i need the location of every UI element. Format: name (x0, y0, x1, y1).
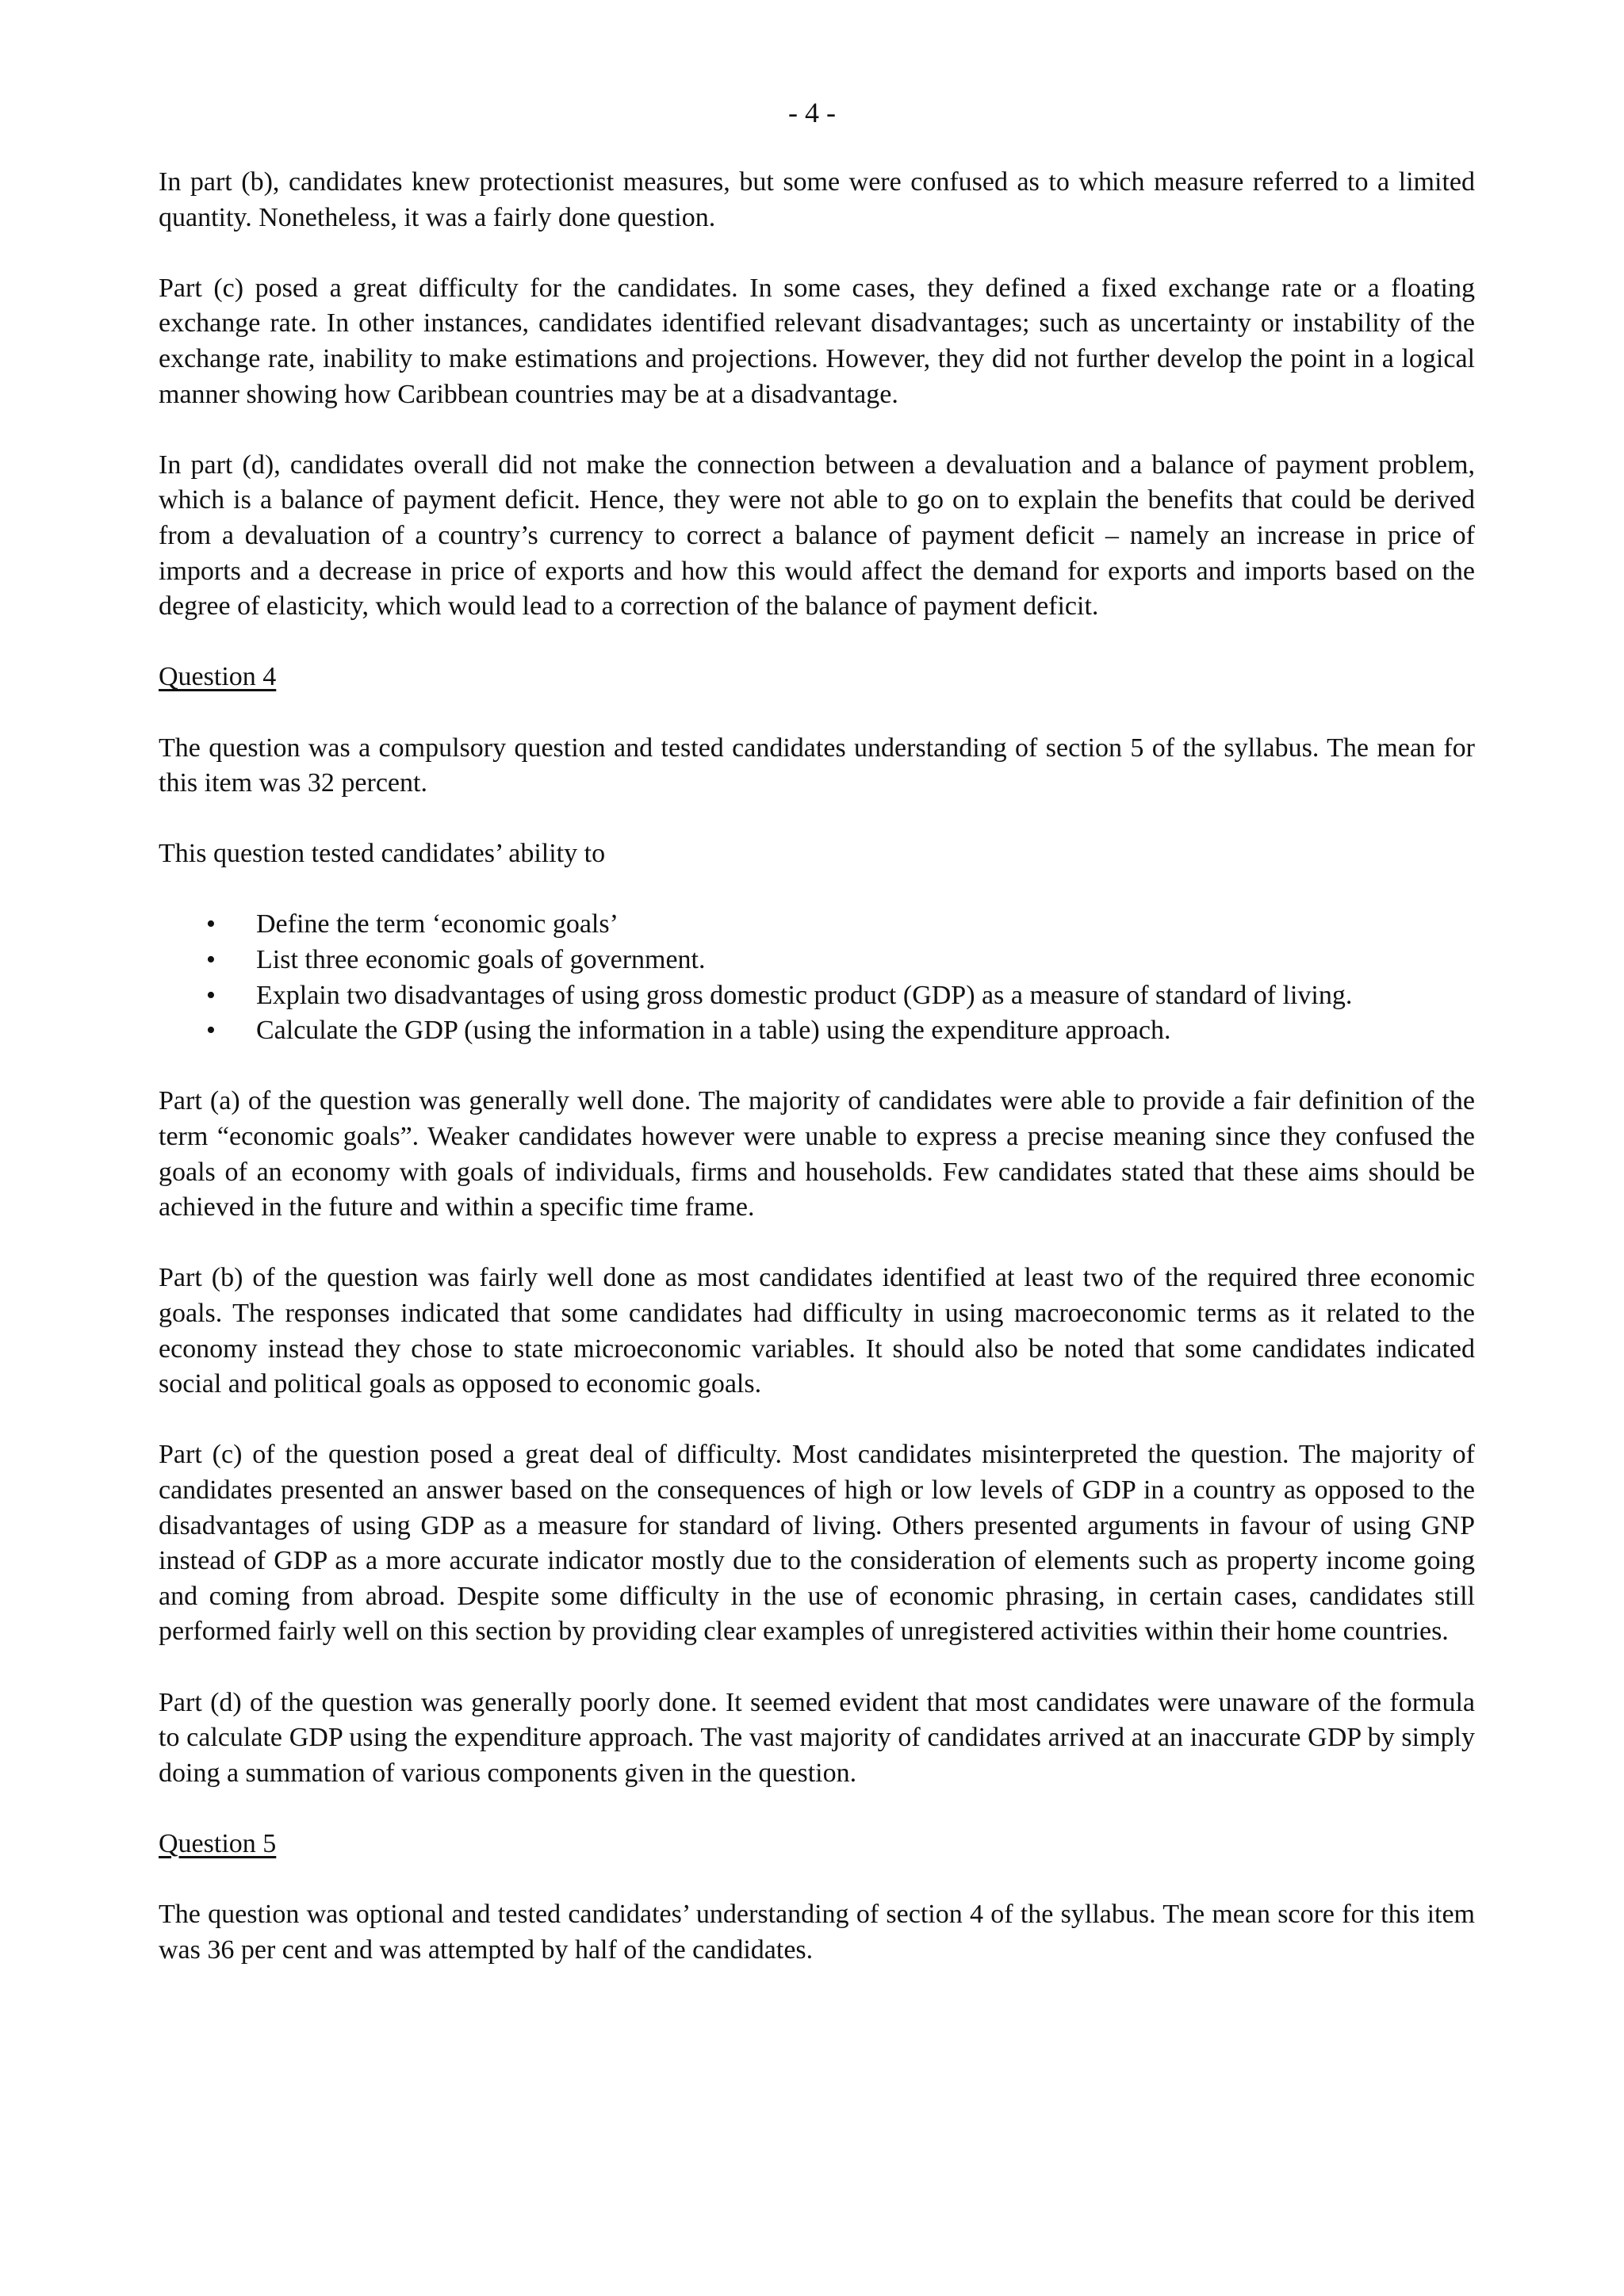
question-4-ability-intro: This question tested candidates’ ability to (159, 839, 606, 869)
objective-item: • Define the term ‘economic goals’ (159, 907, 1475, 943)
question-5-intro: The question was optional and tested candidates’ understanding of section 4 of the syllabus. The mean score for this item was 36 per cent and was attempted by half of the candidates. (159, 1900, 1475, 1965)
report-body (159, 165, 1475, 2003)
question-4-part-a: Part (a) of the question was generally well done. The majority of candidates were able to provide a fair definition of the term “economic goals”. Weaker candidates however were unable to express a precise meaning since they confused the goals of an economy with goals of individuals, firms and households. Few candidates stated that these aims should be achieved in the future and within a specific time frame. (159, 1086, 1475, 1223)
paragraph-part-d: In part (d), candidates overall did not make the connection between a devaluation and a balance of payment problem, which is a balance of payment deficit. Hence, they were not able to go on to explain the benefits that could be derived from a devaluation of a country’s currency to correct a balance of payment deficit – namely an increase in price of imports and a decrease in price of exports and how this would affect the demand for exports and imports based on the degree of elasticity, which would lead to a correction of the balance of payment deficit. (159, 450, 1475, 622)
objective-item: • List three economic goals of government. (159, 943, 1475, 978)
question-4-part-d: Part (d) of the question was generally poorly done. It seemed evident that most candidates were unaware of the formula to calculate GDP using the expenditure approach. The vast majority of candidates arrived at an inaccurate GDP by simply doing a summation of various components given in the question. (159, 1687, 1475, 1788)
paragraph-part-b: In part (b), candidates knew protectionist measures, but some were confused as to which measure referred to a limited quantity. Nonetheless, it was a fairly done question. (159, 167, 1475, 232)
objective-item: • Explain two disadvantages of using gross domestic product (GDP) as a measure of standard of living. (159, 978, 1475, 1014)
paragraph-part-c: Part (c) posed a great difficulty for the candidates. In some cases, they defined a fixed exchange rate or a floating exchange rate. In other instances, candidates identified relevant disadvantages; such as uncertainty or instability of the exchange rate, inability to make estimations and projections. However, they did not further develop the point in a logical manner showing how Caribbean countries may be at a disadvantage. (159, 273, 1475, 409)
objective-item: • Calculate the GDP (using the information in a table) using the expenditure approach. (159, 1013, 1475, 1049)
page-number: - 4 - (788, 97, 836, 128)
question-4-part-c: Part (c) of the question posed a great deal of difficulty. Most candidates misinterpreted the question. The majority of candidates presented an answer based on the consequences of high or low levels of GDP in a country as opposed to the disadvantages of using GDP as a measure for standard of living. Others presented arguments in favour of using GNP instead of GDP as a more accurate indicator mostly due to the consideration of elements such as property income going and coming from abroad. Despite some difficulty in the use of economic phrasing, in certain cases, candidates still performed fairly well on this section by providing clear examples of unregistered activities within their home countries. (159, 1440, 1475, 1647)
question-4-heading: Question 4 (159, 662, 277, 692)
question-4-part-b: Part (b) of the question was fairly well done as most candidates identified at least two of the required three economic goals. The responses indicated that some candidates had difficulty in using macroeconomic terms as it related to the economy instead they chose to state microeconomic variables. It should also be noted that some candidates indicated social and political goals as opposed to economic goals. (159, 1263, 1475, 1399)
question-5-heading: Question 5 (159, 1828, 277, 1858)
question-4-objectives-list (159, 907, 1475, 1048)
question-4-intro: The question was a compulsory question and tested candidates understanding of section 5 of the syllabus. The mean for this item was 32 percent. (159, 733, 1475, 798)
